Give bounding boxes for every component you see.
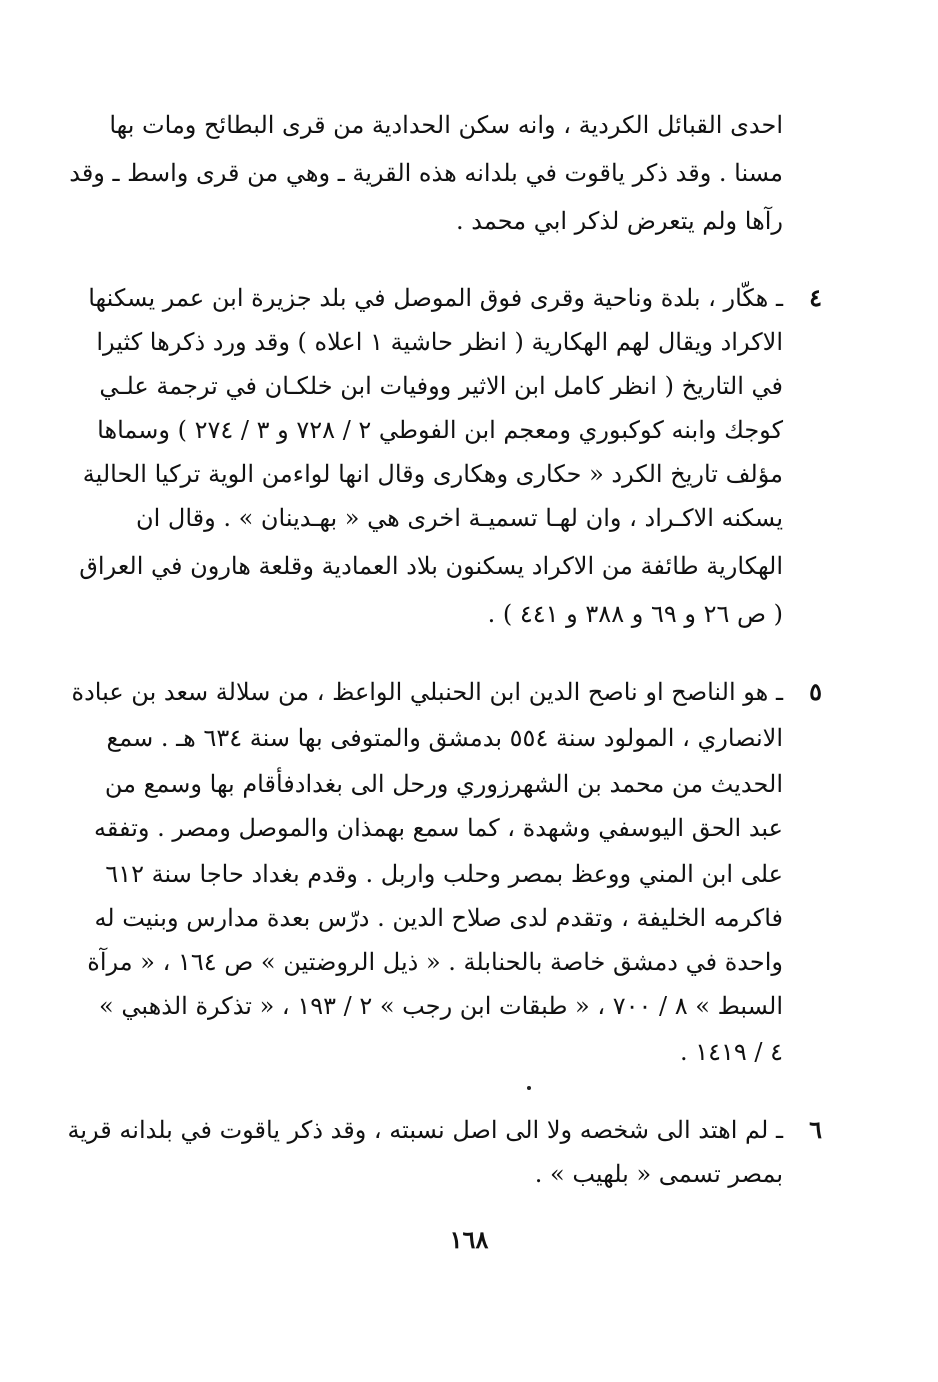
footnote-line: عبد الحق اليوسفي وشهدة ، كما سمع بهمذان والموصل ومصر . وتفقه (94, 814, 783, 842)
footnote-number: ٦ (809, 1115, 822, 1144)
intro-line: رآها ولم يتعرض لذكر ابي محمد . (455, 207, 783, 235)
footnote-line: فاكرمه الخليفة ، وتقدم لدى صلاح الدين . درّس بعدة مدارس وبنيت له (94, 904, 783, 932)
page-number: ١٦٨ (449, 1225, 489, 1254)
footnote-number: ٤ (809, 283, 822, 312)
footnote-line: مؤلف تاريخ الكرد « حكارى وهكارى وقال انها لواءمن الوية تركيا الحالية (82, 460, 783, 488)
footnote-line: الحديث من محمد بن الشهرزوري ورحل الى بغدادفأقام بها وسمع من (104, 770, 783, 798)
footnote-line: ـ هو الناصح او ناصح الدين ابن الحنبلي الواعظ ، من سلالة سعد بن عبادة (71, 678, 783, 706)
intro-line: مسنا . وقد ذكر ياقوت في بلدانه هذه القرية ـ وهي من قرى واسط ـ وقد (69, 159, 783, 187)
footnote-number: ٥ (809, 677, 822, 706)
footnote-line: السبط » ٨ / ٧٠٠ ، « طبقات ابن رجب » ٢ / ١٩٣ ، « تذكرة الذهبي » (99, 992, 783, 1020)
footnote-line: الهكارية طائفة من الاكراد يسكنون بلاد العمادية وقلعة هارون في العراق (79, 552, 783, 580)
footnote-line: ـ هكّار ، بلدة وناحية وقرى فوق الموصل في بلد جزيرة ابن عمر يسكنها (88, 284, 783, 312)
footnote-line: يسكنه الاكـراد ، وان لهـا تسميـة اخرى هي « بهـدينان » . وقال ان (135, 504, 783, 532)
footnote-line: على ابن المني ووعظ بمصر وحلب واربل . وقدم بغداد حاجا سنة ٦١٢ (105, 860, 783, 888)
stray-dot (527, 1086, 531, 1090)
footnote-line: ٤ / ١٤١٩ . (679, 1038, 783, 1066)
footnote-line: الاكراد ويقال لهم الهكارية ( انظر حاشية ١ اعلاه ) وقد ورد ذكرها كثيرا (96, 328, 783, 356)
intro-line: احدى القبائل الكردية ، وانه سكن الحدادية من قرى البطائح ومات بها (109, 111, 783, 139)
footnote-line: واحدة في دمشق خاصة بالحنابلة . « ذيل الروضتين » ص ١٦٤ ، « مرآة (87, 948, 783, 976)
footnote-line: ( ص ٢٦ و ٦٩ و ٣٨٨ و ٤٤١ ) . (487, 600, 783, 628)
footnote-line: بمصر تسمى « بلهيب » . (534, 1160, 783, 1188)
footnote-line: الانصاري ، المولود سنة ٥٥٤ بدمشق والمتوفى بها سنة ٦٣٤ هـ . سمع (106, 724, 783, 752)
footnote-line: ـ لم اهتد الى شخصه ولا الى اصل نسبته ، وقد ذكر ياقوت في بلدانه قرية (67, 1116, 783, 1144)
footnote-line: كوجك وابنه كوكبوري ومعجم ابن الفوطي ٢ / ٧٢٨ و ٣ / ٢٧٤ ) وسماها (97, 416, 783, 444)
footnote-line: في التاريخ ( انظر كامل ابن الاثير ووفيات ابن خلكـان في ترجمة علـي (99, 372, 783, 400)
